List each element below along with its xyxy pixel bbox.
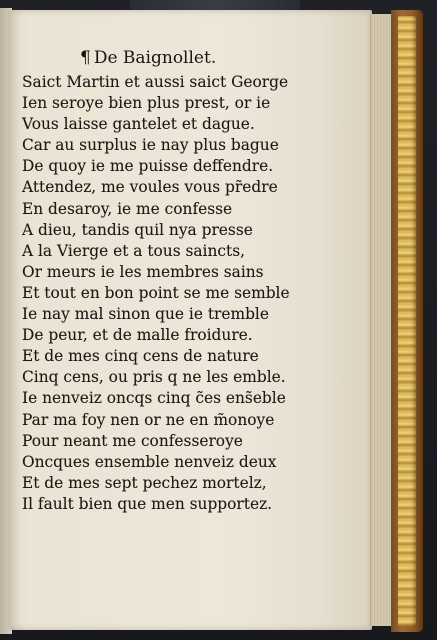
- verse-line: De quoy ie me puisse deffendre.: [22, 157, 274, 176]
- verse-line: De peur, et de malle froidure.: [22, 326, 253, 345]
- verse-line: Attendez, me voules vous pr̃edre: [22, 178, 278, 197]
- verse-line: Et de mes sept pechez mortelz,: [22, 473, 267, 492]
- page-heading: [80, 48, 216, 68]
- verse-line: Ie nay mal sinon que ie tremble: [22, 305, 269, 324]
- page-block-edges: [370, 14, 393, 626]
- verse-line: En desaroy, ie me confesse: [22, 199, 233, 218]
- verse-line: A dieu, tandis quil nya presse: [22, 220, 253, 239]
- verse-line: A la Vierge et a tous saincts,: [22, 241, 245, 260]
- verse-line: Ien seroye bien plus prest, or ie: [22, 94, 271, 113]
- verse-line: Or meurs ie les membres sains: [22, 262, 264, 281]
- verse-line: Ie nenveiz oncqs cinq c̃es ens̃eble: [22, 389, 286, 408]
- verse-line: Oncques ensemble nenveiz deux: [22, 452, 277, 471]
- verse-line: Pour neant me confesseroye: [22, 431, 243, 450]
- verse-block: [22, 72, 290, 515]
- verse-line: Et de mes cinq cens de nature: [22, 347, 259, 366]
- verse-line: Saict Martin et aussi saict George: [22, 73, 289, 91]
- verse-line: Il fault bien que men supportez.: [22, 494, 273, 513]
- verse-line: Cinq cens, ou pris q ne les emble.: [22, 368, 286, 387]
- verse-line: Car au surplus ie nay plus bague: [22, 136, 279, 155]
- pilcrow-mark: ¶: [80, 48, 91, 68]
- verse-line: Et tout en bon point se me semble: [22, 283, 290, 302]
- heading-text: De Baignollet.: [93, 48, 217, 68]
- gilt-fore-edge: [398, 16, 416, 626]
- verse-line: Vous laisse gantelet et dague.: [22, 115, 255, 134]
- verse-line: Par ma foy nen or ne en m̃onoye: [22, 410, 275, 429]
